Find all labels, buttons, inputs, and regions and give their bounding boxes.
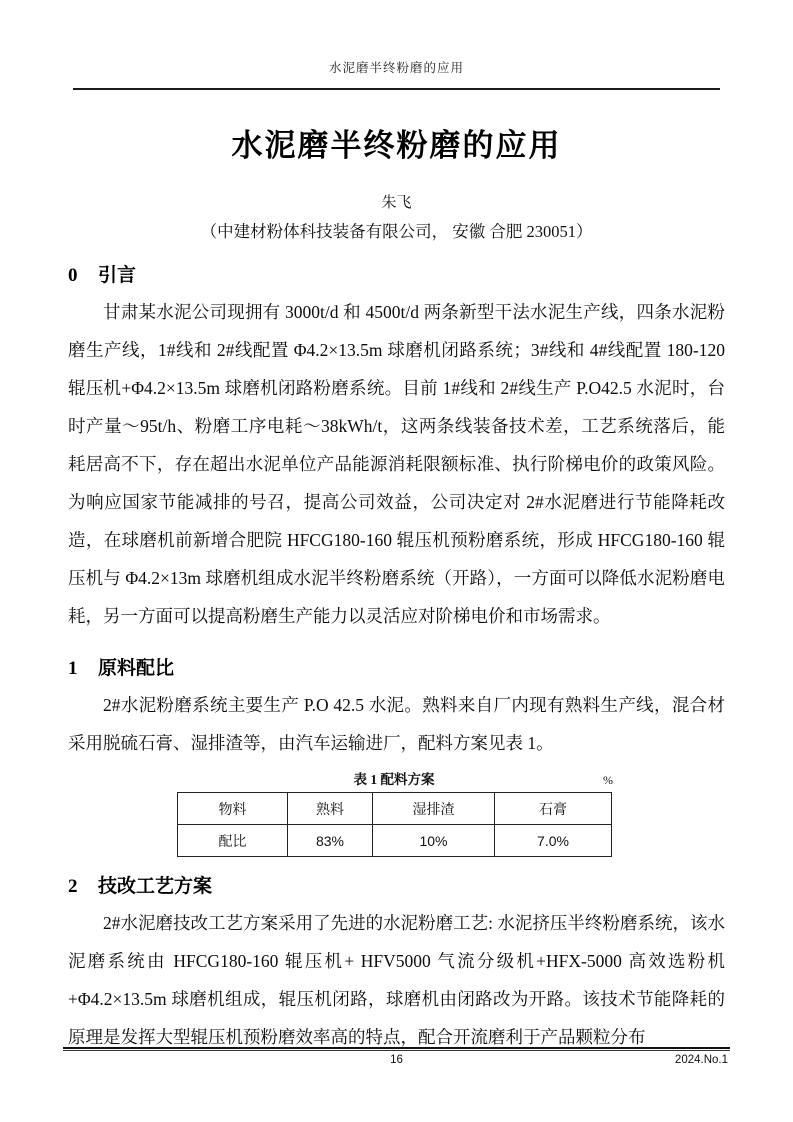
author-name: 朱飞 xyxy=(381,195,412,211)
table-row xyxy=(178,825,612,857)
table-header-cell: 石膏 xyxy=(495,793,612,825)
page-content xyxy=(0,58,793,1056)
section-title: 引言 xyxy=(98,265,137,286)
header-rule xyxy=(73,88,720,90)
section-number: 2 xyxy=(68,876,78,897)
footer-rule-thick xyxy=(63,1047,730,1049)
page-footer xyxy=(63,1047,730,1070)
page-title: 水泥磨半终粉磨的应用 xyxy=(231,128,562,163)
table-cell: 7.0% xyxy=(495,825,612,857)
table1-caption xyxy=(177,768,611,792)
footer-rule-thin xyxy=(63,1050,730,1051)
section-title: 技改工艺方案 xyxy=(98,876,213,897)
table-header-cell: 物料 xyxy=(178,793,288,825)
paragraph-raw-materials: 2#水泥粉磨系统主要生产 P.O 42.5 水泥。熟料来自厂内现有熟料生产线，混合材采用脱硫石膏、湿排渣等，由汽车运输进厂，配料方案见表 1。 xyxy=(68,695,725,753)
table1-block xyxy=(177,768,611,857)
section-heading-1 xyxy=(68,653,725,680)
table1-caption-text: 表 1 配料方案 xyxy=(353,772,435,787)
author-affiliation: （中建材粉体科技装备有限公司， 安徽 合肥 230051） xyxy=(200,222,593,241)
table-cell: 83% xyxy=(288,825,373,857)
table1-unit: % xyxy=(603,773,613,787)
table-header-cell: 湿排渣 xyxy=(373,793,495,825)
page-number: 16 xyxy=(390,1054,403,1066)
issue-label: 2024.No.1 xyxy=(674,1054,728,1066)
section-heading-2 xyxy=(68,871,725,898)
paragraph-process-plan: 2#水泥磨技改工艺方案采用了先进的水泥粉磨工艺: 水泥挤压半终粉磨系统，该水泥磨系统由 HFCG180-160 辊压机+ HFV5000 气流分级机+HFX-5000 高效选粉机+Φ4.2×13.5m 球磨机组成，辊压机闭路，球磨机由闭路改为开路。该技术节能降耗的原理是发挥大型辊压机预粉磨效率高的特点，配合开流磨利于产品颗粒分布 xyxy=(68,913,725,1047)
section-title: 原料配比 xyxy=(98,658,175,679)
section-heading-0 xyxy=(68,260,725,287)
section-number: 1 xyxy=(68,658,78,679)
footer-row xyxy=(63,1054,730,1070)
table-header-cell: 熟料 xyxy=(288,793,373,825)
paragraph-intro: 甘肃某水泥公司现拥有 3000t/d 和 4500t/d 两条新型干法水泥生产线，四条水泥粉磨生产线，1#线和 2#线配置 Φ4.2×13.5m 球磨机闭路系统；3#线和 4#线配置 180-120 辊压机+Φ4.2×13.5m 球磨机闭路粉磨系统。目前 1#线和 2#线生产 P.O42.5 水泥时，台时产量～95t/h、粉磨工序电耗～38kWh/t，这两条线装备技术差，工艺系统落后，能耗居高不下，存在超出水泥单位产品能源消耗限额标准、执行阶梯电价的政策风险。为响应国家节能减排的号召，提高公司效益，公司决定对 2#水泥磨进行节能降耗改造，在球磨机前新增合肥院 HFCG180-160 辊压机预粉磨系统，形成 HFCG180-160 辊压机与 Φ4.2×13m 球磨机组成水泥半终粉磨系统（开路），一方面可以降低水泥粉磨电耗，另一方面可以提高粉磨生产能力以灵活应对阶梯电价和市场需求。 xyxy=(68,302,725,626)
table-cell: 配比 xyxy=(178,825,288,857)
section-number: 0 xyxy=(68,265,78,286)
running-header: 水泥磨半终粉磨的应用 xyxy=(328,61,464,75)
table-row xyxy=(178,793,612,825)
table1 xyxy=(177,792,612,857)
table-cell: 10% xyxy=(373,825,495,857)
